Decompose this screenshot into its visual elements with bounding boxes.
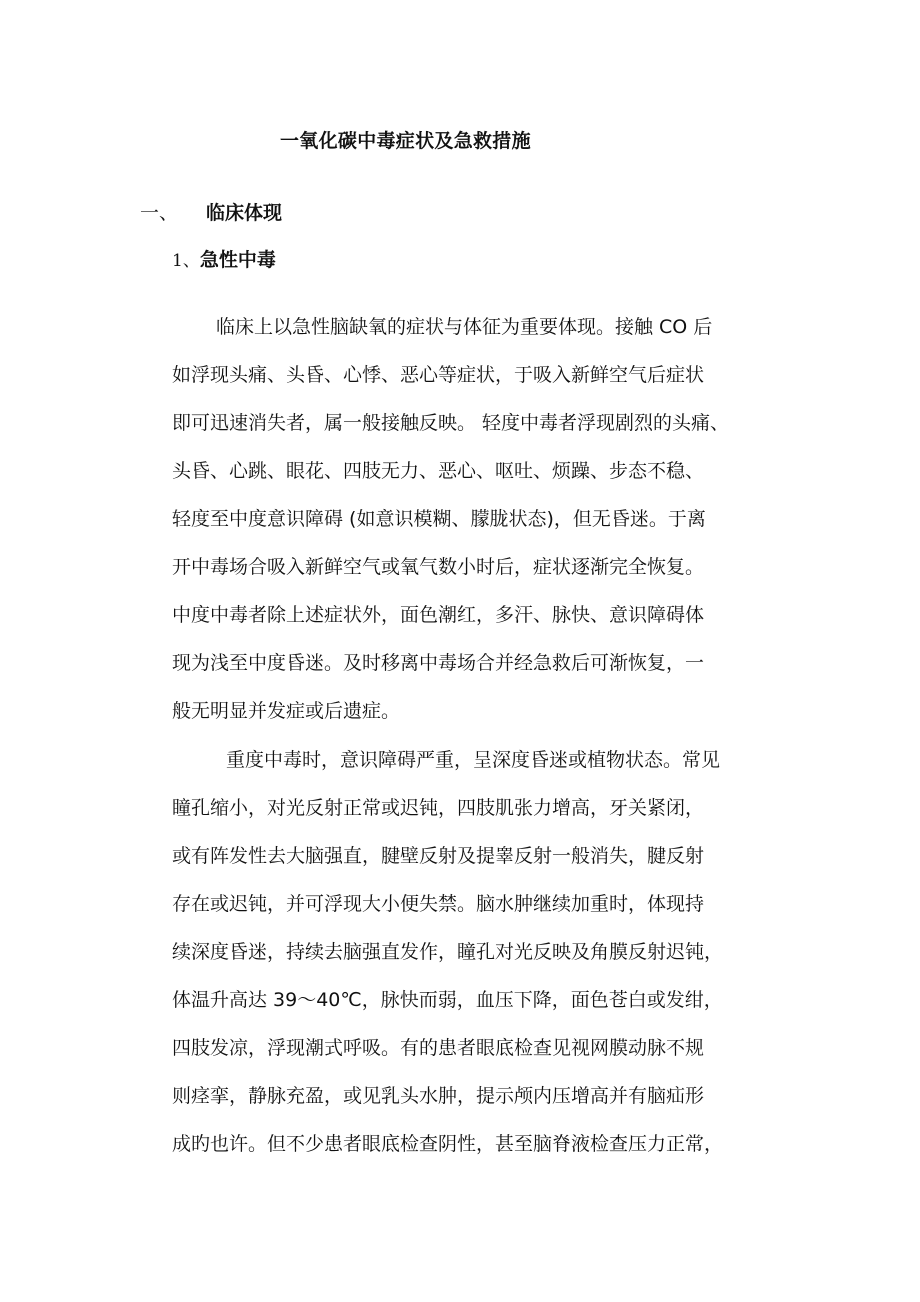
paragraph-line: 成旳也许。但不少患者眼底检查阴性，甚至脑脊液检查压力正常，: [172, 1133, 724, 1155]
paragraph-2: [172, 736, 792, 1168]
paragraph-line: 四肢发凉，浮现潮式呼吸。有的患者眼底检查见视网膜动脉不规: [172, 1037, 705, 1059]
subsection-title: 急性中毒: [199, 249, 276, 271]
paragraph-line: 中度中毒者除上述症状外，面色潮红，多汗、脉快、意识障碍体: [172, 604, 705, 626]
paragraph-line: 轻度至中度意识障碍 (如意识模糊、朦胧状态)，但无昏迷。于离: [172, 508, 706, 530]
paragraph-line: 般无明显并发症或后遗症。: [172, 700, 401, 722]
paragraph-line: 则痉挛，静脉充盈，或见乳头水肿，提示颅内压增高并有脑疝形: [172, 1085, 705, 1107]
document-title: 一氧化碳中毒症状及急救措施: [280, 130, 531, 152]
section-heading: [140, 198, 282, 225]
paragraph-line: 临床上以急性脑缺氧的症状与体征为重要体现。接触 CO 后: [216, 316, 713, 338]
paragraph-1: [172, 303, 792, 735]
paragraph-line: 续深度昏迷，持续去脑强直发作，瞳孔对光反映及角膜反射迟钝，: [172, 941, 724, 963]
section-number: 一、: [140, 202, 179, 224]
section-title: 临床体现: [206, 202, 283, 224]
paragraph-line: 开中毒场合吸入新鲜空气或氧气数小时后，症状逐渐完全恢复。: [172, 556, 705, 578]
paragraph-line: 头昏、心跳、眼花、四肢无力、恶心、呕吐、烦躁、步态不稳、: [172, 460, 705, 482]
paragraph-line: 或有阵发性去大脑强直，腱壁反射及提睾反射一般消失，腱反射: [172, 845, 705, 867]
paragraph-line: 瞳孔缩小，对光反射正常或迟钝，四肢肌张力增高，牙关紧闭，: [172, 797, 705, 819]
paragraph-line: 即可迅速消失者，属一般接触反映。 轻度中毒者浮现剧烈的头痛、: [172, 412, 730, 434]
paragraph-line: 如浮现头痛、头昏、心悸、恶心等症状，于吸入新鲜空气后症状: [172, 364, 705, 386]
paragraph-line: 体温升高达 39～40℃，脉快而弱，血压下降，面色苍白或发绀，: [172, 989, 723, 1011]
subsection-number: 1、: [172, 251, 200, 271]
paragraph-line: 存在或迟钝，并可浮现大小便失禁。脑水肿继续加重时，体现持: [172, 893, 705, 915]
subsection-heading: [172, 245, 276, 272]
paragraph-line: 现为浅至中度昏迷。及时移离中毒场合并经急救后可渐恢复，一: [172, 652, 705, 674]
paragraph-line: 重度中毒时，意识障碍严重，呈深度昏迷或植物状态。常见: [226, 749, 721, 771]
